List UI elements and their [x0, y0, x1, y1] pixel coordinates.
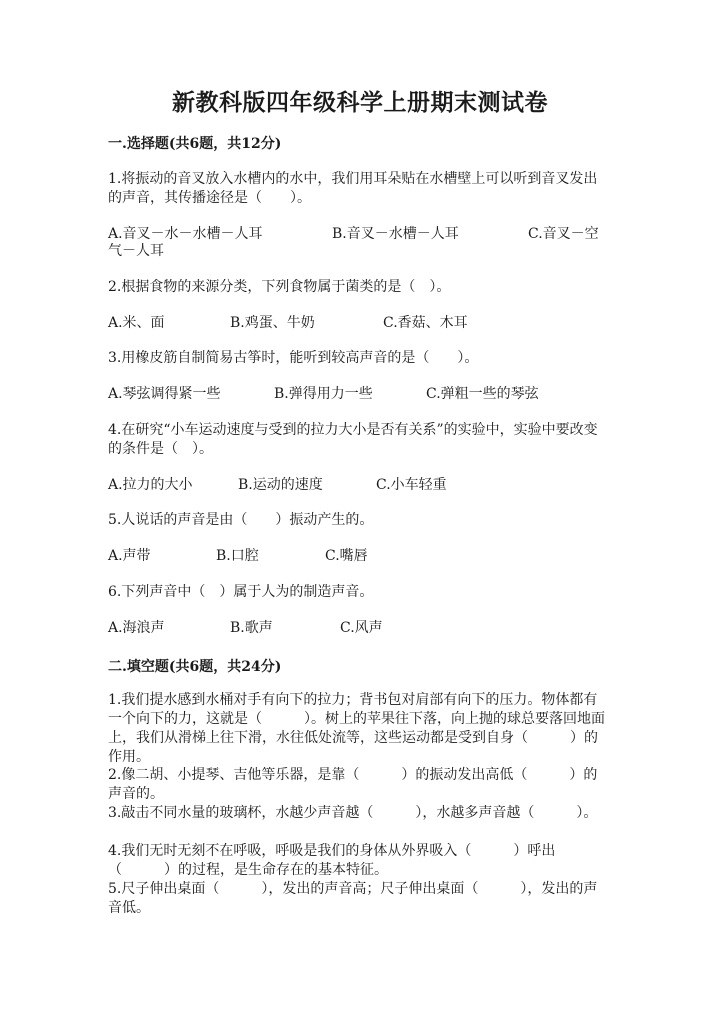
- option-a: A.米、面: [108, 315, 165, 331]
- fill-question: 4.我们无时无刻不在呼吸，呼吸是我们的身体从外界吸入（ ）呼出（ ）的过程，是生命存在的基本特征。: [108, 843, 556, 878]
- option-c-continued: 气－人耳: [108, 243, 164, 259]
- question-text: 1.将振动的音叉放入水槽内的水中，我们用耳朵贴在水槽壁上可以听到音叉发出的声音，其传播途径是（ ）。: [108, 171, 598, 206]
- option-a: A.声带: [108, 548, 151, 564]
- option-b: B.音叉－水槽－人耳: [332, 226, 459, 242]
- options-row: [108, 385, 608, 405]
- section-heading-choice: 一.选择题(共6题，共12分): [108, 136, 282, 152]
- option-b: B.歌声: [230, 620, 273, 636]
- question-text: 2.根据食物的来源分类，下列食物属于菌类的是（ ）。: [108, 279, 451, 295]
- fill-question: 5.尺子伸出桌面（ ），发出的声音高；尺子伸出桌面（ ），发出的声音低。: [108, 881, 598, 916]
- option-c: C.小车轻重: [376, 477, 447, 493]
- option-b: B.鸡蛋、牛奶: [230, 315, 315, 331]
- fill-question: 1.我们提水感到水桶对手有向下的拉力；背书包对肩部有向下的压力。物体都有一个向下的力，这就是（ ）。树上的苹果往下落，向上抛的球总要落回地面上，我们从滑梯上往下滑，水往低处流等，这些运动都是受到自身（ ）的作用。: [108, 692, 605, 765]
- option-b: B.口腔: [216, 548, 259, 564]
- options-row: [108, 314, 608, 334]
- question-text: 5.人说话的声音是由（ ）振动产生的。: [108, 512, 374, 528]
- option-b: B.运动的速度: [238, 477, 323, 493]
- question-text: 3.用橡皮筋自制简易古筝时，能听到较高声音的是（ ）。: [108, 350, 479, 366]
- option-a: A.音叉－水－水槽－人耳: [108, 226, 263, 242]
- page-title: 新教科版四年级科学上册期末测试卷: [172, 89, 548, 116]
- option-c: C.嘴唇: [325, 548, 368, 564]
- option-c: C.风声: [340, 620, 383, 636]
- section-heading-fill: 二.填空题(共6题，共24分): [108, 659, 282, 675]
- option-a: A.琴弦调得紧一些: [108, 386, 221, 402]
- question-text: 6.下列声音中（ ）属于人为的制造声音。: [108, 584, 374, 600]
- fill-question: 2.像二胡、小提琴、吉他等乐器，是靠（ ）的振动发出高低（ ）的声音的。: [108, 767, 598, 802]
- option-b: B.弹得用力一些: [274, 386, 373, 402]
- question-text: 4.在研究“小车运动速度与受到的拉力大小是否有关系”的实验中，实验中要改变的条件是（ ）。: [108, 422, 598, 457]
- fill-question: 3.敲击不同水量的玻璃杯，水越少声音越（ ），水越多声音越（ ）。: [108, 805, 598, 821]
- options-row: [108, 619, 608, 639]
- options-row: [108, 476, 608, 496]
- option-c: C.香菇、木耳: [383, 315, 468, 331]
- option-a: A.拉力的大小: [108, 477, 193, 493]
- option-c: C.弹粗一些的琴弦: [426, 386, 539, 402]
- option-a: A.海浪声: [108, 620, 165, 636]
- options-row: [108, 547, 608, 567]
- option-c: C.音叉－空: [528, 226, 599, 242]
